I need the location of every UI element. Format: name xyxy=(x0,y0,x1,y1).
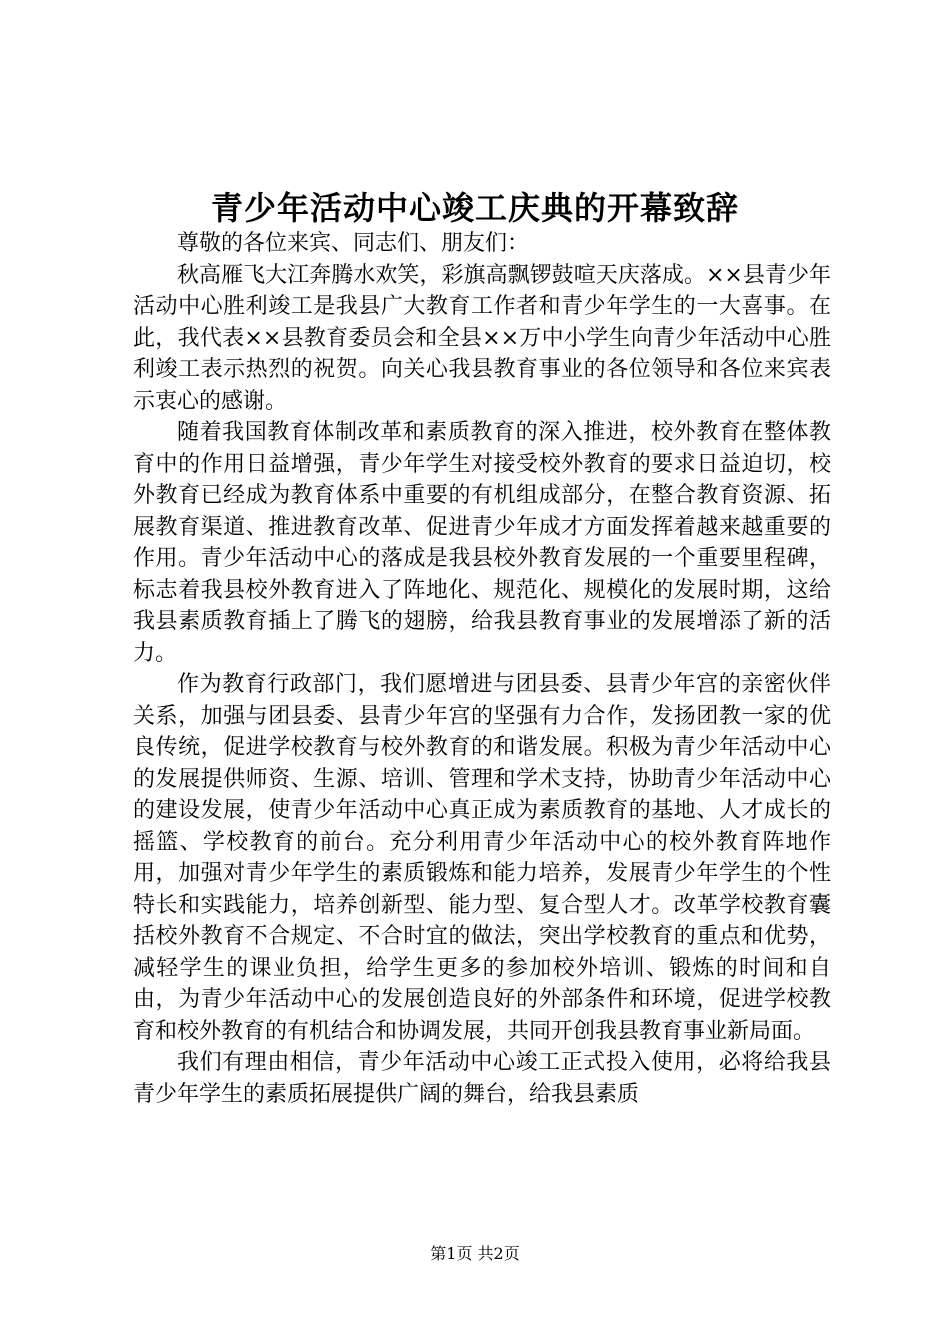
salutation-paragraph: 尊敬的各位来宾、同志们、朋友们： xyxy=(177,231,530,256)
body-paragraph: 我们有理由相信，青少年活动中心竣工正式投入使用，必将给我县青少年学生的素质拓展提供广阔的舞台，给我县素质 xyxy=(133,1050,831,1107)
body-paragraph: 秋高雁飞大江奔腾水欢笑，彩旗高飘锣鼓喧天庆落成。××县青少年活动中心胜利竣工是我县广大教育工作者和青少年学生的一大喜事。在此，我代表××县教育委员会和全县××万中小学生向青少年活动中心胜利竣工表示热烈的祝贺。向关心我县教育事业的各位领导和各位来宾表示衷心的感谢。 xyxy=(133,262,831,414)
document-body xyxy=(133,228,831,1110)
page-number-footer: 第1页 共2页 xyxy=(430,1244,520,1263)
document-title: 青少年活动中心竣工庆典的开幕致辞 xyxy=(210,189,739,227)
body-paragraph: 随着我国教育体制改革和素质教育的深入推进，校外教育在整体教育中的作用日益增强，青少年学生对接受校外教育的要求日益迫切，校外教育已经成为教育体系中重要的有机组成部分，在整合教育资源、拓展教育渠道、推进教育改革、促进青少年成才方面发挥着越来越重要的作用。青少年活动中心的落成是我县校外教育发展的一个重要里程碑，标志着我县校外教育进入了阵地化、规范化、规模化的发展时期，这给我县素质教育插上了腾飞的翅膀，给我县教育事业的发展增添了新的活力。 xyxy=(133,420,831,666)
body-paragraph: 作为教育行政部门，我们愿增进与团县委、县青少年宫的亲密伙伴关系，加强与团县委、县青少年宫的坚强有力合作，发扬团教一家的优良传统，促进学校教育与校外教育的和谐发展。积极为青少年活动中心的发展提供师资、生源、培训、管理和学术支持，协助青少年活动中心的建设发展，使青少年活动中心真正成为素质教育的基地、人才成长的摇篮、学校教育的前台。充分利用青少年活动中心的校外教育阵地作用，加强对青少年学生的素质锻炼和能力培养，发展青少年学生的个性特长和实践能力，培养创新型、能力型、复合型人才。改革学校教育囊括校外教育不合规定、不合时宜的做法，突出学校教育的重点和优势，减轻学生的课业负担，给学生更多的参加校外培训、锻炼的时间和自由，为青少年活动中心的发展创造良好的外部条件和环境，促进学校教育和校外教育的有机结合和协调发展，共同开创我县教育事业新局面。 xyxy=(133,672,831,1044)
